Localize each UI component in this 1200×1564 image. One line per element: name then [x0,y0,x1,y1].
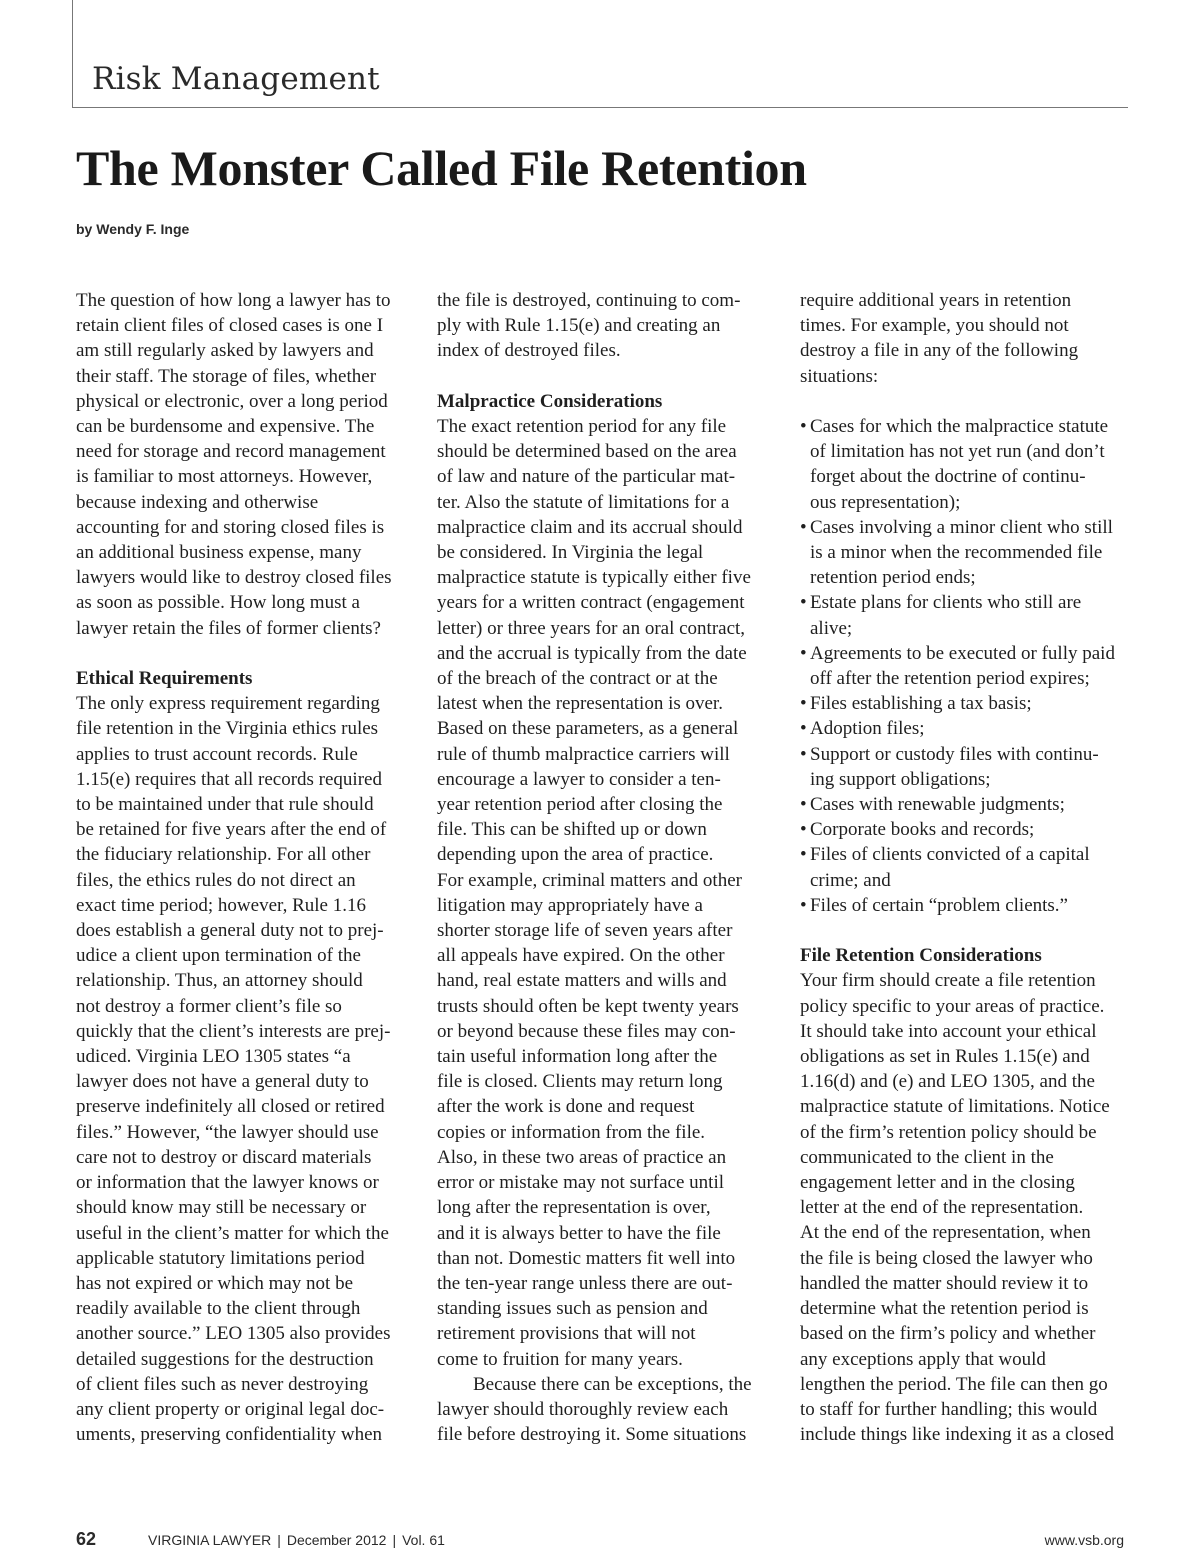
heading-ethical-requirements: Ethical Requirements [76,668,253,690]
intro-paragraph: The question of how long a lawyer has to retain client files of closed cases is one I am still regularly asked by lawyers and their staff. The storage of files, whether physical or electronic, over a long period can be burdensome and expensive. The need for storage and record management is familiar to most attorneys. However, because indexing and otherwise accounting for and storing closed files is an additional business expense, many lawyers would like to destroy closed files as soon as possible. How long must a lawyer retain the files of former clients? [76,290,392,639]
list-item: • Files of clients convicted of a capital crime; and [800,842,1140,892]
paragraph-gap [800,918,1140,943]
page-number: 62 [76,1529,97,1549]
list-item: • Agreements to be executed or fully paid off after the retention period expires; [800,641,1140,691]
paragraph-gap [437,364,777,389]
list-item: • Files establishing a tax basis; [800,691,1140,716]
file-retention-paragraph: Your firm should create a file retention policy specific to your areas of practice. It should take into account your ethical obligations as set in Rules 1.15(e) and 1.16(d) and (e) and LEO 1305, and the malpractice statute of limitations. Notice of the firm’s retention policy should be communicated to the client in the engagement letter and in the closing letter at the end of the representation. At the end of the representation, when the file is being closed the lawyer who handled the matter should review it to determine what the retention period is based on the firm’s policy and whether any exceptions apply that would lengthen the period. The file can then go to staff for further handling; this would include things like indexing it as a closed [800,970,1114,1446]
article-title: The Monster Called File Retention [76,140,807,196]
separator: | [277,1532,281,1548]
separator: | [392,1532,397,1548]
list-item: • Files of certain “problem clients.” [800,893,1140,918]
paragraph-gap [800,389,1140,414]
list-item: • Cases with renewable judgments; [800,792,1140,817]
list-item: • Support or custody files with continu- ing support obligations; [800,742,1140,792]
column-1 [76,288,416,1447]
issue-date: December 2012 [286,1532,387,1548]
header-horizontal-rule [72,107,1128,108]
list-item: • Adoption files; [800,716,1140,741]
malpractice-paragraph: The exact retention period for any file should be determined based on the area of law and nature of the particular mat- ter. Also the statute of limitations for a malpractice claim and its accrual should be considered. In Virginia the legal malpractice statute is typically either five years for a written contract (engagement letter) or three years for an oral contract, and the accrual is typically from the date of the breach of the contract or at the latest when the representation is over. Based on these parameters, as a general rule of thumb malpractice carriers will encourage a lawyer to consider a ten- year retention period after closing the file. This can be shifted up or down depending upon the area of practice. For example, criminal matters and other litigation may appropriately have a shorter storage life of seven years after all appeals have expired. On the other hand, real estate matters and wills and trusts should often be kept twenty years or beyond because these files may con- tain useful information long after the file is closed. Clients may return long after the work is done and request copies or information from the file. Also, in these two areas of practice an error or mistake may not surface until long after the representation is over, and it is always better to have the file than not. Domestic matters fit well into the ten-year range unless there are out- standing issues such as pension and retirement provisions that will not come to fruition for many years. [437,416,751,1370]
section-title: Risk Management [92,61,380,97]
continuation-paragraph: the file is destroyed, continuing to com- ply with Rule 1.15(e) and creating an index of destroyed files. [437,290,741,362]
page-footer [0,1527,1200,1555]
ethical-requirements-paragraph: The only express requirement regarding file retention in the Virginia ethics rules applies to trust account records. Rule 1.15(e) requires that all records required to be maintained under that rule should be retained for five years after the end of the fiduciary relationship. For all other files, the ethics rules do not direct an exact time period; however, Rule 1.16 does establish a general duty not to prej- udice a client upon termination of the relationship. Thus, an attorney should not destroy a former client’s file so quickly that the client’s interests are prej- udiced. Virginia LEO 1305 states “a lawyer does not have a general duty to preserve indefinitely all closed or retired files.” However, “the lawyer should use care not to destroy or discard materials or information that the lawyer knows or should know may still be necessary or useful in the client’s matter for which the applicable statutory limitations period has not expired or which may not be readily available to the client through another source.” LEO 1305 also provides detailed suggestions for the destruction of client files such as never destroying any client property or original legal doc- uments, preserving confidentiality when [76,693,391,1446]
heading-file-retention-considerations: File Retention Considerations [800,945,1042,967]
volume: Vol. 61 [402,1532,445,1548]
situations-list [800,414,1140,918]
publication-info [148,1532,445,1548]
byline: by Wendy F. Inge [76,221,190,237]
site-url: www.vsb.org [1044,1532,1124,1548]
list-item: • Cases involving a minor client who still is a minor when the recommended file retention period ends; [800,515,1140,591]
list-item: • Estate plans for clients who still are alive; [800,590,1140,640]
exceptions-paragraph: Because there can be exceptions, the lawyer should thoroughly review each file before destroying it. Some situations [437,1373,752,1446]
column-2 [437,288,777,1447]
paragraph-gap [76,641,416,666]
header-vertical-rule [72,0,73,108]
list-item: • Cases for which the malpractice statute of limitation has not yet run (and don’t forget about the doctrine of continu- ous representation); [800,414,1140,515]
column-3 [800,288,1140,1447]
publication-name: VIRGINIA LAWYER [148,1532,272,1548]
list-item: • Corporate books and records; [800,817,1140,842]
continuation-paragraph: require additional years in retention times. For example, you should not destroy a file in any of the following situations: [800,290,1079,387]
heading-malpractice-considerations: Malpractice Considerations [437,390,663,412]
